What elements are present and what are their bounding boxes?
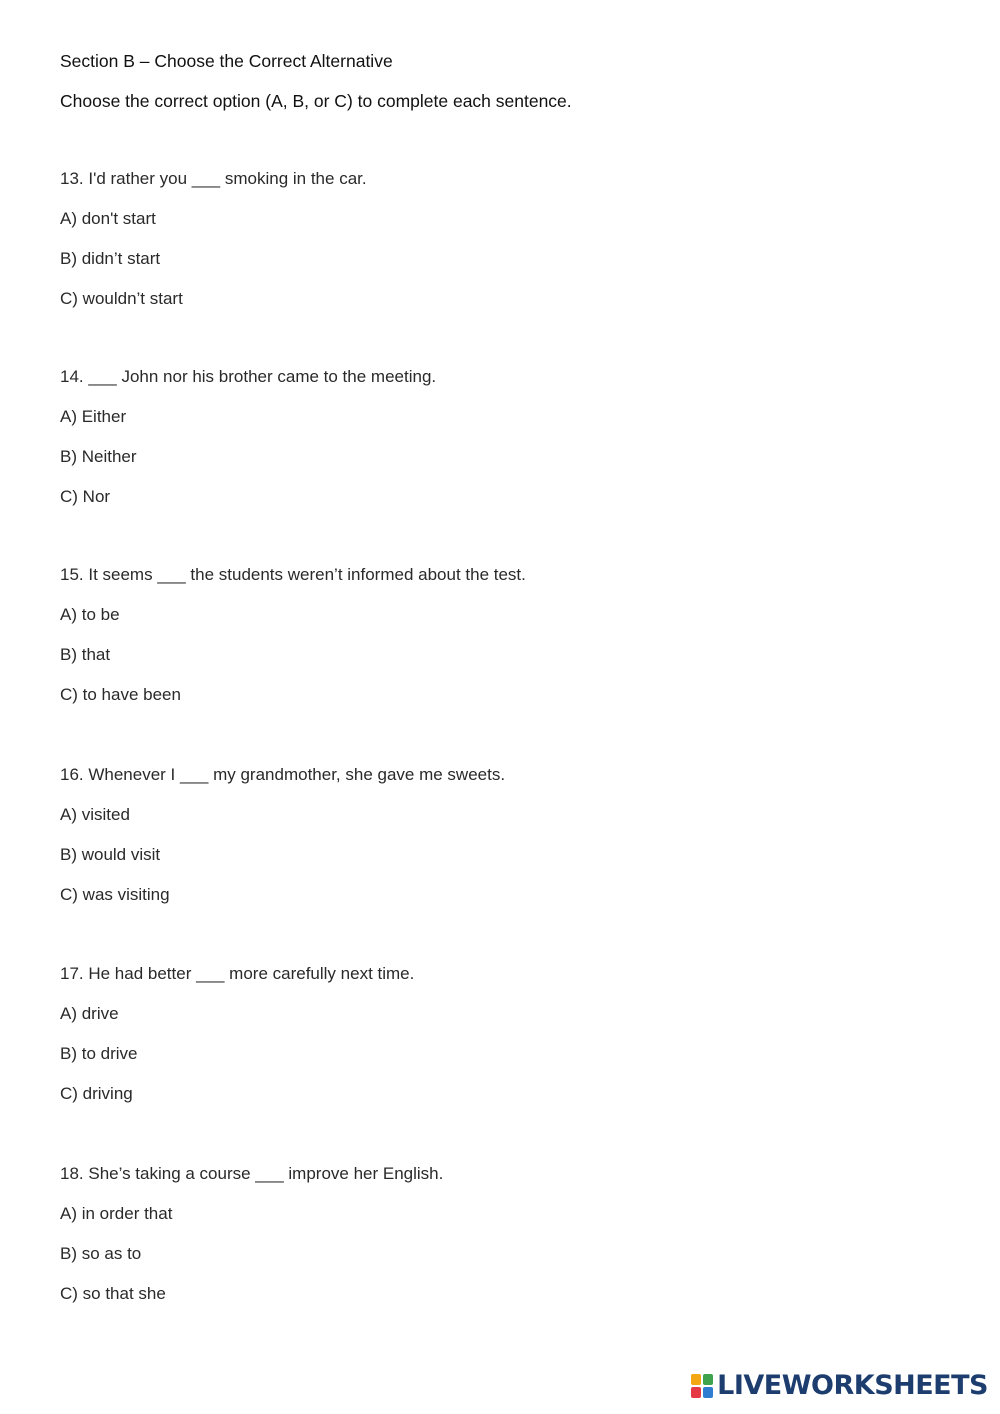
- option-c[interactable]: C) Nor: [60, 487, 111, 506]
- mark-square-4: [703, 1387, 713, 1398]
- mark-square-3: [691, 1387, 701, 1398]
- option-b[interactable]: B) Neither: [60, 447, 137, 466]
- option-c[interactable]: C) so that she: [60, 1284, 166, 1303]
- liveworksheets-logo[interactable]: [691, 1370, 988, 1402]
- option-b[interactable]: B) would visit: [60, 845, 161, 864]
- option-c[interactable]: C) wouldn’t start: [60, 289, 183, 308]
- question-prompt: 17. He had better ___ more carefully next time.: [60, 964, 415, 983]
- liveworksheets-mark-icon: [691, 1374, 713, 1398]
- option-b[interactable]: B) to drive: [60, 1044, 138, 1063]
- question-prompt: 18. She’s taking a course ___ improve her English.: [60, 1164, 444, 1183]
- option-b[interactable]: B) so as to: [60, 1244, 142, 1263]
- option-b[interactable]: B) didn’t start: [60, 249, 161, 268]
- question-prompt: 15. It seems ___ the students weren’t informed about the test.: [60, 565, 526, 584]
- option-a[interactable]: A) in order that: [60, 1204, 173, 1223]
- option-c[interactable]: C) driving: [60, 1084, 133, 1103]
- question-prompt: 13. I'd rather you ___ smoking in the car.: [60, 169, 367, 188]
- logo-text: LIVEWORKSHEETS: [717, 1370, 988, 1401]
- mark-square-1: [691, 1374, 701, 1385]
- option-a[interactable]: A) Either: [60, 407, 127, 426]
- option-a[interactable]: A) to be: [60, 605, 120, 624]
- option-b[interactable]: B) that: [60, 645, 111, 664]
- option-c[interactable]: C) to have been: [60, 685, 181, 704]
- option-a[interactable]: A) visited: [60, 805, 130, 824]
- option-a[interactable]: A) drive: [60, 1004, 119, 1023]
- mark-square-2: [703, 1374, 713, 1385]
- section-title: Section B – Choose the Correct Alternative: [60, 51, 393, 71]
- question-prompt: 16. Whenever I ___ my grandmother, she gave me sweets.: [60, 765, 506, 784]
- section-instructions: Choose the correct option (A, B, or C) to complete each sentence.: [60, 91, 572, 111]
- option-a[interactable]: A) don't start: [60, 209, 156, 228]
- question-prompt: 14. ___ John nor his brother came to the meeting.: [60, 367, 437, 386]
- option-c[interactable]: C) was visiting: [60, 885, 170, 904]
